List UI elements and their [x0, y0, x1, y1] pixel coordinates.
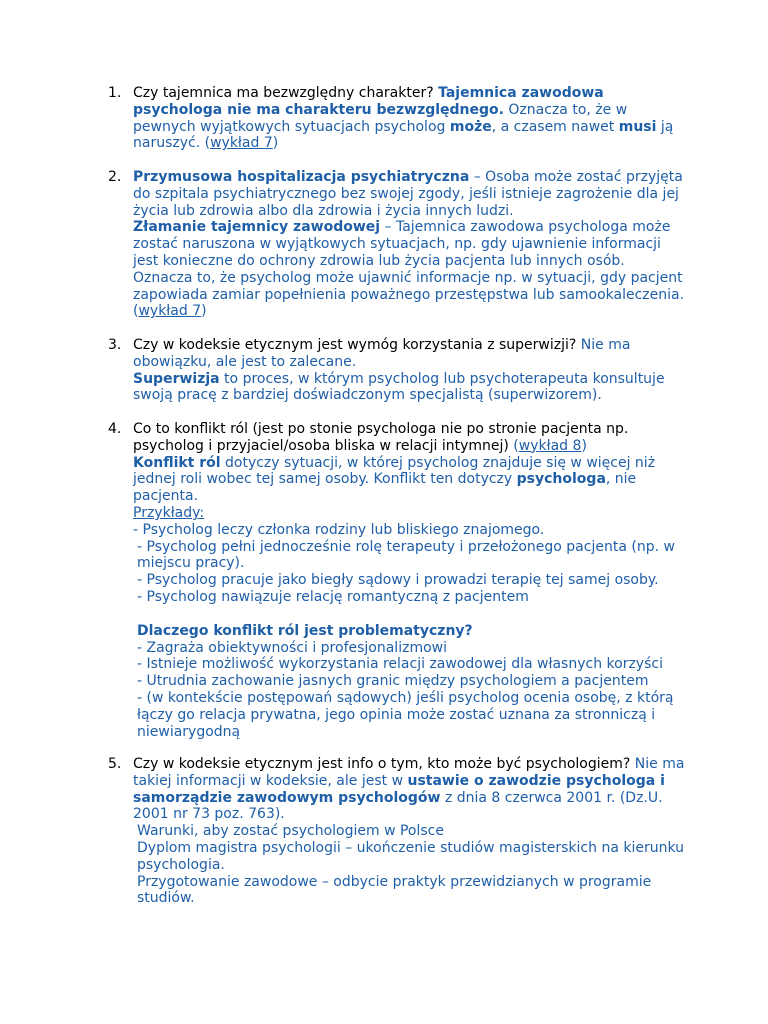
examples-heading: Przykłady: [133, 504, 205, 521]
problem-item: - (w kontekście postępowań sądowych) jeśli psycholog ocenia osobę, z którą łączy go relacja prywatna, jego opinia może zostać uznana za stronniczą i niewiarygodną [137, 689, 674, 740]
definition-text: , nie pacjenta. [133, 471, 637, 505]
answer-text: , a czasem nawet [491, 118, 619, 135]
list-item-3 [108, 337, 688, 404]
conditions-heading: Warunki, aby zostać psychologiem w Polsce [137, 823, 444, 840]
list-item-4 [108, 421, 688, 740]
example-item: - Psycholog pracuje jako biegły sądowy i prowadzi terapię tej samej osoby. [137, 572, 659, 589]
answer-text: Nie ma obowiązku, ale jest to zalecane. [133, 337, 631, 370]
item-number: 4. [108, 421, 122, 437]
conditions-list [133, 823, 688, 907]
problems-list [133, 623, 688, 741]
example-item: - Psycholog nawiązuje relację romantyczną z pacjentem [137, 588, 529, 605]
definition-text: ) [201, 303, 207, 320]
item-number: 3. [108, 337, 122, 353]
item-number: 5. [108, 756, 122, 772]
emphasis: może [449, 118, 492, 135]
lecture-link[interactable]: wykład 7 [210, 135, 273, 152]
question: Czy w kodeksie etycznym jest info o tym, kto może być psychologiem? [133, 756, 631, 772]
emphasis: musi [618, 118, 657, 135]
answer-text: ) [272, 135, 279, 152]
answer-bold: Tajemnica zawodowa psychologa nie ma charakteru bezwzględnego. [133, 85, 604, 118]
definition-text: – Osoba może zostać przyjęta do szpitala psychiatrycznego bez swojej zgody, jeśli istnieje zagrożenie dla jej życia lub zdrowia albo dla zdrowia i życia innych ludzi. [133, 169, 683, 219]
term-heading: Superwizja [133, 370, 220, 387]
list-item-1 [108, 85, 688, 152]
answer-text: ) [581, 437, 587, 454]
question: Czy w kodeksie etycznym jest wymóg korzystania z superwizji? [133, 337, 577, 353]
list-item-2 [108, 169, 688, 320]
emphasis: psychologa [516, 471, 606, 488]
definition-text: dotyczy sytuacji, w której psycholog znajduje się w więcej niż jednej roli wobec tej samej osoby. Konflikt ten dotyczy [133, 454, 656, 488]
problems-heading: Dlaczego konflikt ról jest problematyczny? [137, 622, 473, 639]
term-heading: Konflikt ról [133, 454, 221, 471]
answer-text: ( [508, 437, 519, 454]
answer-text: Oznacza to, że w pewnych wyjątkowych sytuacjach psycholog [133, 101, 628, 135]
example-item: - Psycholog leczy członka rodziny lub bliskiego znajomego. [133, 521, 545, 538]
question: Co to konflikt ról (jest po stonie psychologa nie po stronie pacjenta np. psycholog i przyjaciel/osoba bliska w relacji intymnej) [133, 421, 629, 454]
definition-text: to proces, w którym psycholog lub psychoterapeuta konsultuje swoją pracę z bardziej doświadczonym specjalistą (superwizorem). [133, 370, 665, 404]
answer-text: z dnia 8 czerwca 2001 r. (Dz.U. 2001 nr 73 poz. 763). [133, 789, 663, 823]
examples-list [133, 522, 688, 606]
item-content [133, 421, 688, 740]
problem-item: - Zagraża obiektywności i profesjonalizmowi [137, 639, 447, 656]
problem-item: - Istnieje możliwość wykorzystania relacji zawodowej dla własnych korzyści [137, 656, 663, 673]
example-item: - Psycholog pełni jednocześnie rolę terapeuty i przełożonego pacjenta (np. w miejscu pracy). [137, 538, 675, 572]
definition-text: – Tajemnica zawodowa psychologa może zostać naruszona w wyjątkowych sytuacjach, np. gdy ujawnienie informacji jest konieczne do ochrony zdrowia lub życia pacjenta lub innych osób. Oznacza to, że psycholog może ujawnić informacje np. w sytuacji, gdy pacjent zapowiada zamiar popełnienia poważnego przestępstwa lub samookaleczenia. ( [133, 219, 685, 320]
list-item-5 [108, 756, 688, 907]
problem-item: - Utrudnia zachowanie jasnych granic między psychologiem a pacjentem [137, 673, 649, 690]
condition-item: Dyplom magistra psychologii – ukończenie studiów magisterskich na kierunku psychologia. [137, 839, 685, 873]
term-heading: Przymusowa hospitalizacja psychiatryczna [133, 169, 470, 185]
law-name: ustawie o zawodzie psychologa i samorządzie zawodowym psychologów [133, 772, 665, 806]
term-heading: Złamanie tajemnicy zawodowej [133, 219, 381, 236]
item-content [133, 85, 688, 152]
item-content [133, 756, 688, 907]
answer-text: ją naruszyć. ( [133, 118, 674, 152]
condition-item: Przygotowanie zawodowe – odbycie praktyk przewidzianych w programie studiów. [137, 873, 652, 907]
item-number: 2. [108, 169, 122, 185]
item-number: 1. [108, 85, 122, 101]
question: Czy tajemnica ma bezwzględny charakter? [133, 85, 439, 101]
lecture-link[interactable]: wykład 8 [518, 437, 582, 454]
item-content [133, 169, 688, 320]
item-content [133, 337, 688, 404]
lecture-link[interactable]: wykład 7 [138, 303, 202, 320]
answer-text: Nie ma takiej informacji w kodeksie, ale jest w [133, 756, 685, 789]
